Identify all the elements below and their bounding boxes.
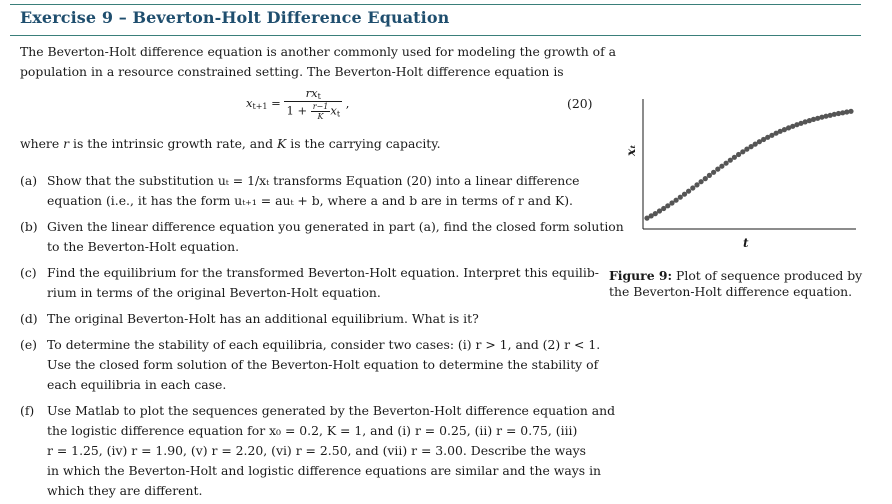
item-line: in which the Beverton-Holt and logistic difference equations are similar and the ways in [47,463,602,478]
item-line: To determine the stability of each equilibria, consider two cases: (i) r > 1, and (2) r < 1. [47,337,601,352]
item-line: Use Matlab to plot the sequences generated by the Beverton-Holt difference equation and [47,403,616,418]
eq-inner-num: r−1 [312,102,329,111]
eq-lhs-sub: t+1 [252,102,268,111]
item-line: Show that the substitution uₜ = 1/xₜ transforms Equation (20) into a linear difference [47,173,580,188]
item-line: to the Beverton-Holt equation. [47,239,240,254]
item-line: equation (i.e., it has the form uₜ₊₁ = auₜ + b, where a and b are in terms of r and K). [47,193,573,208]
item-label: (b) [20,219,38,234]
x-axis-label: t [743,236,749,250]
eq-inner-fraction [311,102,331,121]
data-point [699,179,704,184]
data-point [678,195,683,200]
item-label: (c) [20,265,37,280]
data-point [703,176,708,181]
item-line: Given the linear difference equation you generated in part (a), find the closed form solution [47,219,624,234]
top-rule [10,4,861,5]
item-label: (e) [20,337,38,352]
caption-text: Plot of sequence produced by the Beverton-Holt difference equation. [609,268,863,299]
intro-line-2: population in a resource constrained setting. The Beverton-Holt difference equation is [20,64,564,79]
item-line: r = 1.25, (iv) r = 1.90, (v) r = 2.20, (vi) r = 2.50, and (vii) r = 3.00. Describe the ways [47,443,586,458]
item-line: each equilibria in each case. [47,377,227,392]
item-line: which they are different. [47,483,203,498]
item-line: Use the closed form solution of the Beverton-Holt equation to determine the stability of [47,357,599,372]
data-point [719,164,724,169]
beverton-holt-plot [620,96,860,236]
figure-caption [609,268,879,300]
where-text-a: where [20,136,64,151]
where-r: r [63,136,70,151]
data-point [674,198,679,203]
eq-numerator: rx [305,86,318,100]
item-line: rium in terms of the original Beverton-Holt equation. [47,285,381,300]
eq-numerator-sub: t [317,92,321,101]
eq-den-x: x [330,103,337,118]
y-axis-label: xₜ [624,144,638,156]
data-points [644,109,853,221]
data-point [711,170,716,175]
item-line: The original Beverton-Holt has an additional equilibrium. What is it? [47,311,479,326]
eq-lhs: x [246,96,253,110]
intro-line-1: The Beverton-Holt difference equation is another commonly used for modeling the growth of a [20,44,616,59]
item-line: the logistic difference equation for x₀ = 0.2, K = 1, and (i) r = 0.25, (ii) r = 0.75, (iii) [47,423,578,438]
data-point [694,182,699,187]
caption-label: Figure 9: [609,268,673,283]
data-point [690,185,695,190]
equation-number: (20) [567,96,593,111]
eq-main-fraction [284,86,342,121]
eq-den-x-sub: t [336,109,341,119]
where-K: K [277,136,287,151]
eq-inner-den: K [317,112,324,121]
data-point [724,161,729,166]
item-line: Find the equilibrium for the transformed Beverton-Holt equation. Interpret this equilib- [47,265,599,280]
eq-den-one-plus: 1 + [286,103,308,118]
exercise-title: Exercise 9 – Beverton-Holt Difference Equation [20,8,450,27]
where-text-c: is the carrying capacity. [286,136,441,151]
data-point [686,189,691,194]
eq-trailing-comma: , [345,96,350,111]
item-label: (f) [20,403,35,418]
where-text-b: is the intrinsic growth rate, and [69,136,278,151]
eq-equals: = [271,96,281,110]
beverton-holt-equation [246,86,349,121]
data-point [848,109,853,114]
title-rule [10,35,861,36]
item-label: (a) [20,173,38,188]
where-line [20,134,441,154]
data-point [707,173,712,178]
item-label: (d) [20,311,38,326]
